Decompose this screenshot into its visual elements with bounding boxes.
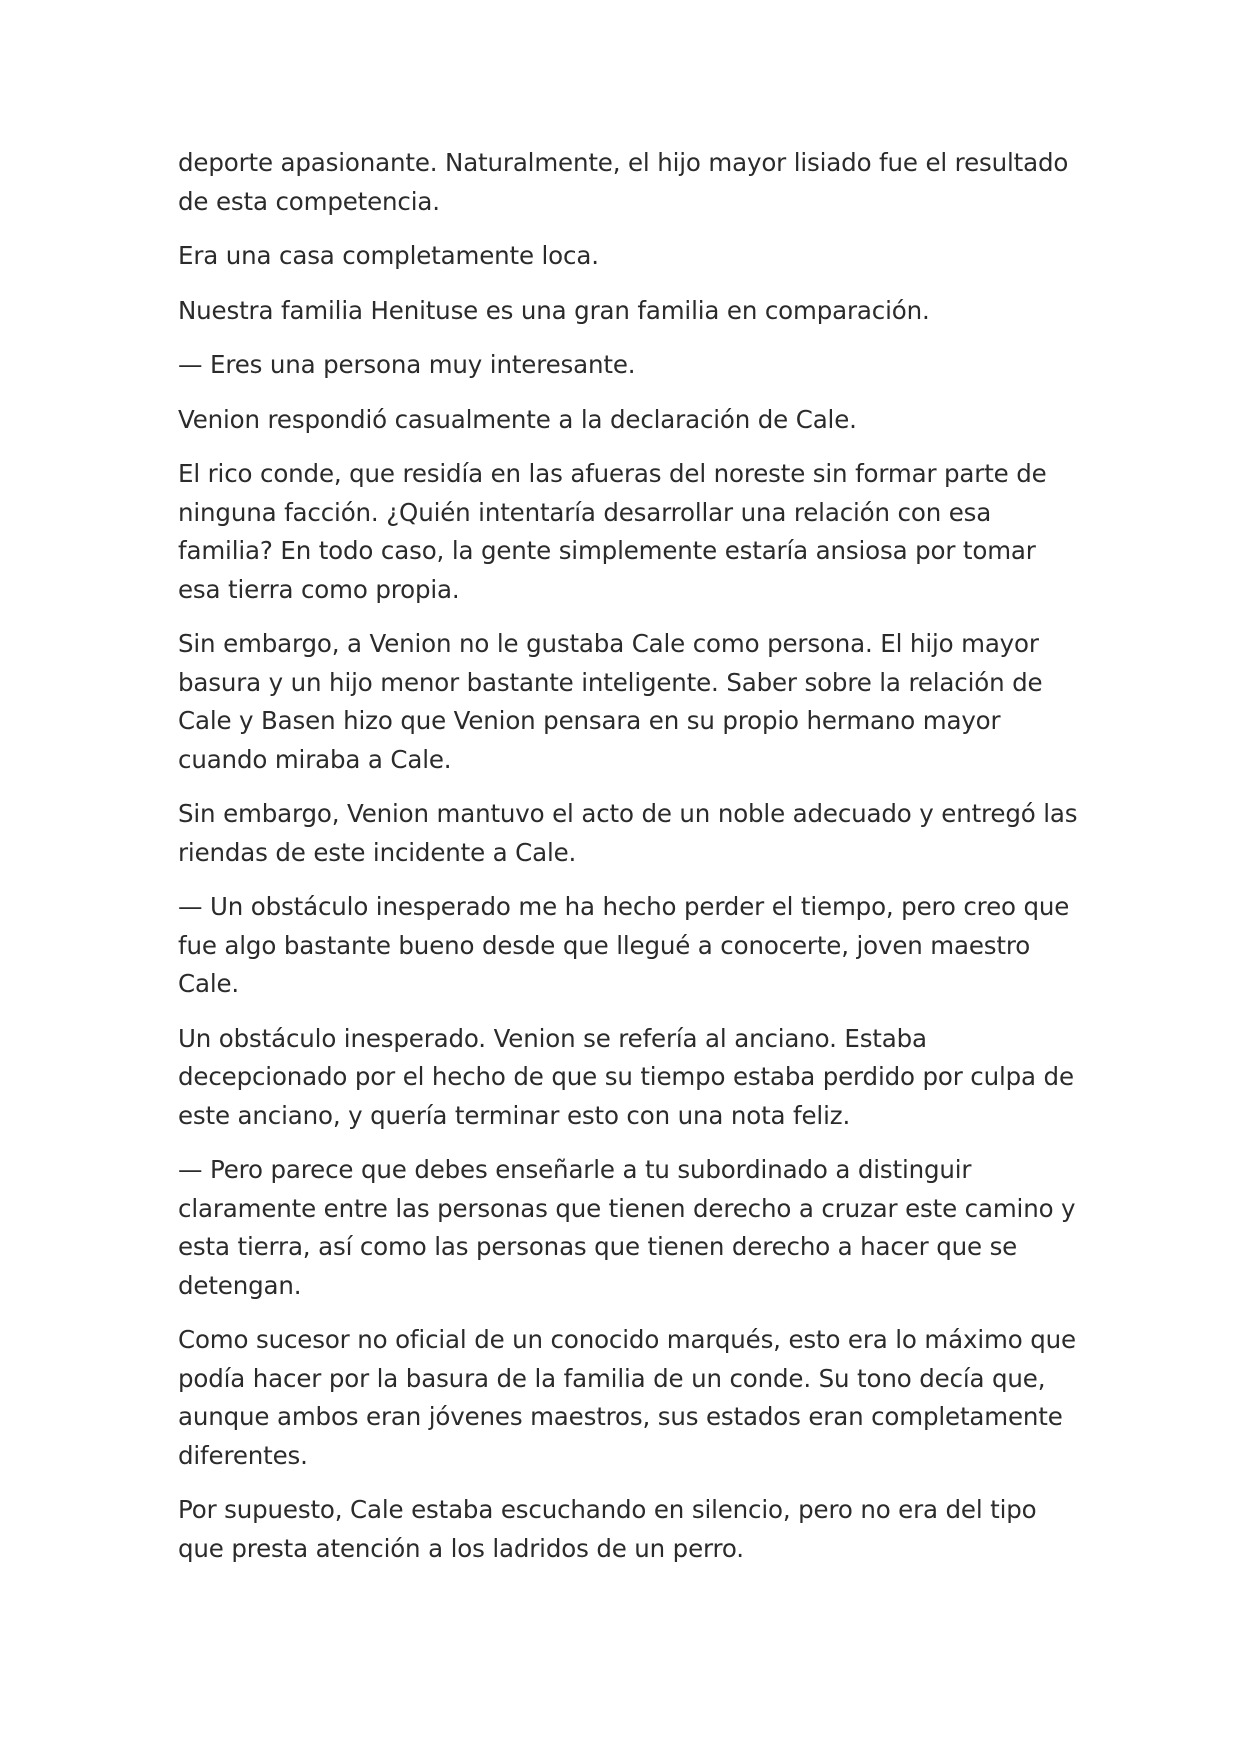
dialogue-line: — Un obstáculo inesperado me ha hecho perder el tiempo, pero creo que fue algo bastante bueno desde que llegué a conocerte, joven maestro Cale. bbox=[178, 892, 1070, 998]
paragraph: Sin embargo, Venion mantuvo el acto de un noble adecuado y entregó las riendas de este incidente a Cale. bbox=[178, 799, 1078, 867]
paragraph: deporte apasionante. Naturalmente, el hijo mayor lisiado fue el resultado de esta competencia. bbox=[178, 148, 1069, 216]
paragraph: Como sucesor no oficial de un conocido marqués, esto era lo máximo que podía hacer por la basura de la familia de un conde. Su tono decía que, aunque ambos eran jóvenes maestros, sus estados eran completamente diferentes. bbox=[178, 1325, 1076, 1470]
document-body bbox=[178, 144, 1078, 1584]
paragraph: Venion respondió casualmente a la declaración de Cale. bbox=[178, 404, 857, 434]
dialogue-line: — Eres una persona muy interesante. bbox=[178, 350, 636, 379]
paragraph: Por supuesto, Cale estaba escuchando en silencio, pero no era del tipo que presta atención a los ladridos de un perro. bbox=[178, 1495, 1037, 1563]
paragraph: El rico conde, que residía en las afueras del noreste sin formar parte de ninguna facción. ¿Quién intentaría desarrollar una relación con esa familia? En todo caso, la gente simplemente estaría ansiosa por tomar esa tierra como propia. bbox=[178, 459, 1047, 604]
paragraph: Nuestra familia Henituse es una gran familia en comparación. bbox=[178, 295, 930, 325]
paragraph: Un obstáculo inesperado. Venion se refería al anciano. Estaba decepcionado por el hecho de que su tiempo estaba perdido por culpa de este anciano, y quería terminar esto con una nota feliz. bbox=[178, 1023, 1074, 1130]
dialogue-line: — Pero parece que debes enseñarle a tu subordinado a distinguir claramente entre las personas que tienen derecho a cruzar este camino y esta tierra, así como las personas que tienen derecho a hacer que se detengan. bbox=[178, 1155, 1076, 1300]
paragraph: Sin embargo, a Venion no le gustaba Cale como persona. El hijo mayor basura y un hijo menor bastante inteligente. Saber sobre la relación de Cale y Basen hizo que Venion pensara en su propio hermano mayor cuando miraba a Cale. bbox=[178, 629, 1043, 774]
paragraph: Era una casa completamente loca. bbox=[178, 241, 599, 270]
